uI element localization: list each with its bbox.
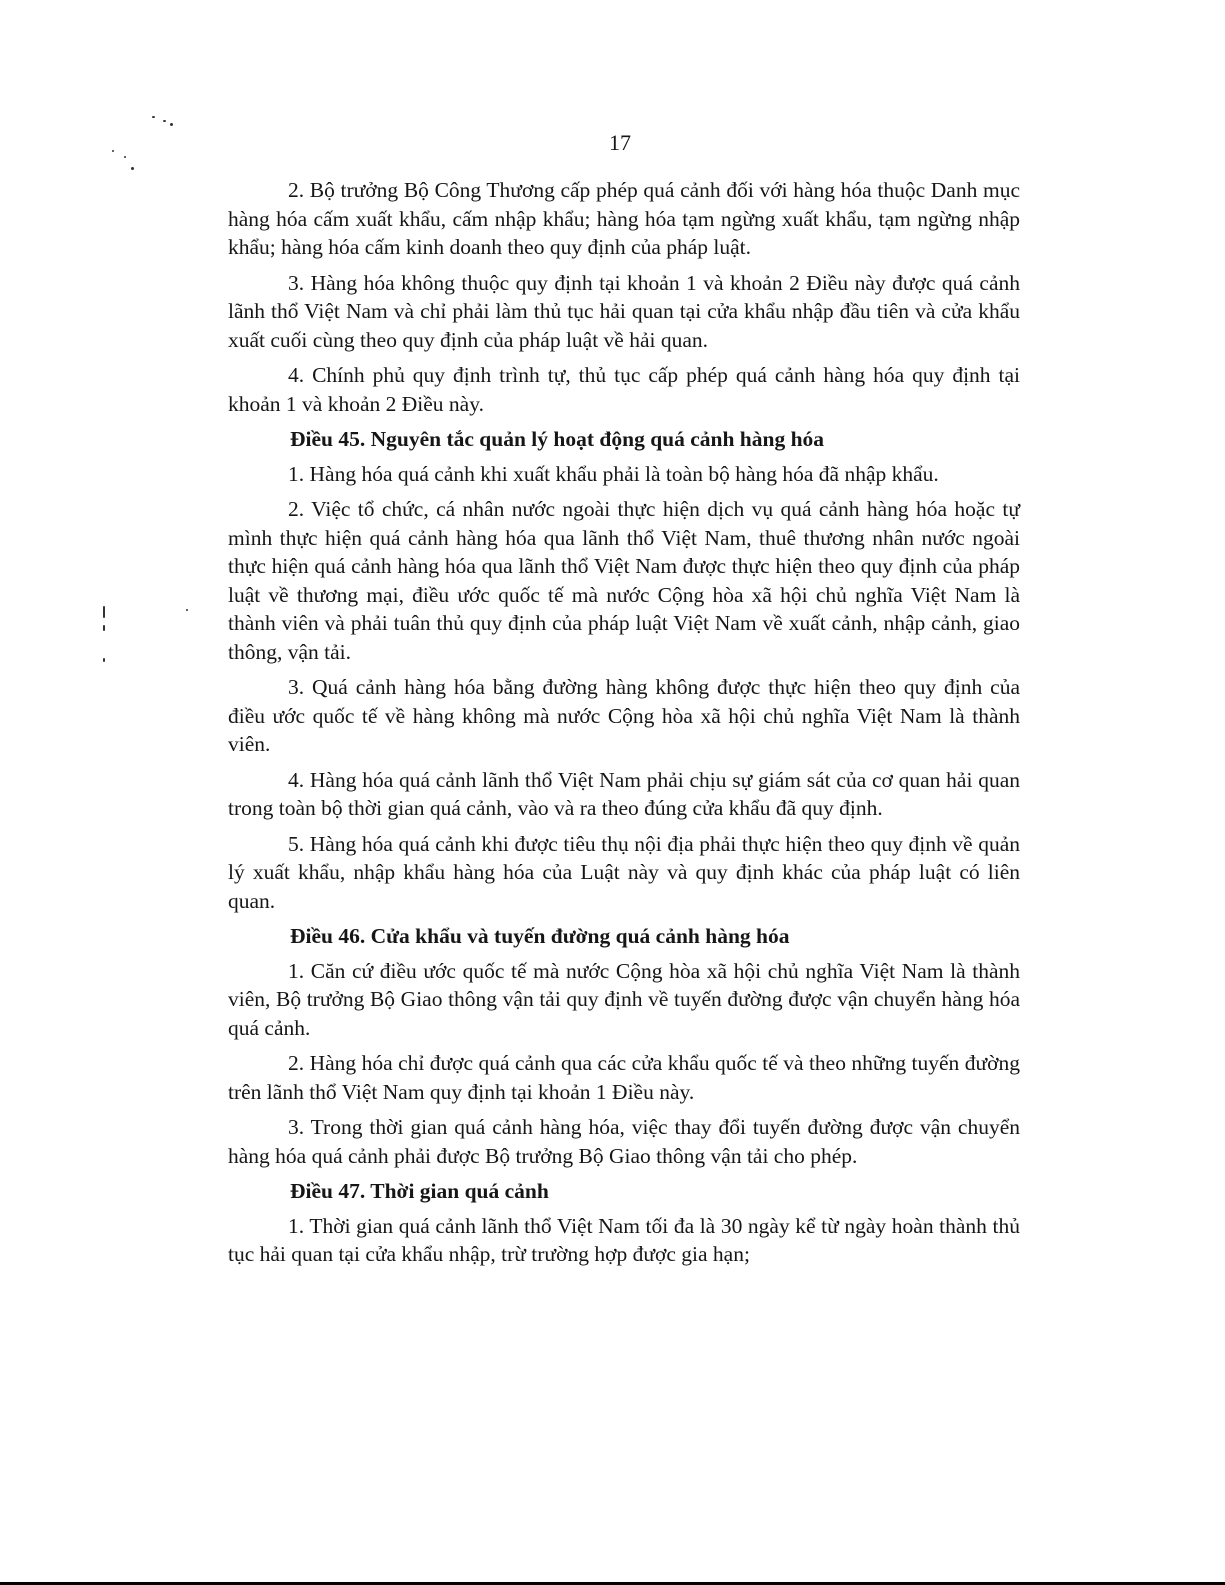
scan-speck	[112, 150, 114, 152]
paragraph: 3. Quá cảnh hàng hóa bằng đường hàng không được thực hiện theo quy định của điều ước quốc tế về hàng không mà nước Cộng hòa xã hội chủ nghĩa Việt Nam là thành viên.	[228, 675, 1020, 756]
paragraph: 5. Hàng hóa quá cảnh khi được tiêu thụ nội địa phải thực hiện theo quy định về quản lý xuất khẩu, nhập khẩu hàng hóa của Luật này và quy định khác của pháp luật có liên quan.	[228, 831, 1020, 913]
scan-speck	[124, 156, 126, 158]
paragraph: 1. Thời gian quá cảnh lãnh thổ Việt Nam tối đa là 30 ngày kể từ ngày hoàn thành thủ tục hải quan tại cửa khẩu nhập, trừ trường hợp được gia hạn;	[228, 1213, 1020, 1266]
paragraph: 2. Việc tổ chức, cá nhân nước ngoài thực hiện dịch vụ quá cảnh hàng hóa hoặc tự mình thực hiện quá cảnh hàng hóa qua lãnh thổ Việt Nam, thuê thương nhân nước ngoài thực hiện quá cảnh hàng hóa qua lãnh thổ Việt Nam được thực hiện theo quy định của pháp luật về thương mại, điều ước quốc tế mà nước Cộng hòa xã hội chủ nghĩa Việt Nam là thành viên và phải tuân thủ quy định của pháp luật Việt Nam về xuất cảnh, nhập cảnh, giao thông, vận tải.	[228, 497, 1020, 664]
scan-speck	[186, 609, 188, 611]
document-body	[228, 176, 1020, 1276]
page-number: 17	[609, 130, 631, 155]
scan-speck	[103, 658, 105, 662]
scan-speck	[103, 606, 105, 618]
scan-speck	[131, 167, 134, 170]
paragraph: 4. Chính phủ quy định trình tự, thủ tục cấp phép quá cảnh hàng hóa quy định tại khoản 1 và khoản 2 Điều này.	[228, 363, 1020, 416]
paragraph: 3. Hàng hóa không thuộc quy định tại khoản 1 và khoản 2 Điều này được quá cảnh lãnh thổ Việt Nam và chỉ phải làm thủ tục hải quan tại cửa khẩu nhập đầu tiên và cửa khẩu xuất cuối cùng theo quy định của pháp luật về hải quan.	[228, 270, 1020, 352]
scan-speck	[170, 123, 173, 126]
scan-speck	[163, 120, 166, 122]
paragraph: 4. Hàng hóa quá cảnh lãnh thổ Việt Nam phải chịu sự giám sát của cơ quan hải quan trong toàn bộ thời gian quá cảnh, vào và ra theo đúng cửa khẩu đã quy định.	[228, 767, 1020, 820]
scan-speck	[103, 625, 105, 631]
paragraph: 2. Bộ trưởng Bộ Công Thương cấp phép quá cảnh đối với hàng hóa thuộc Danh mục hàng hóa cấm xuất khẩu, cấm nhập khẩu; hàng hóa tạm ngừng xuất khẩu, tạm ngừng nhập khẩu; hàng hóa cấm kinh doanh theo quy định của pháp luật.	[228, 178, 1020, 259]
scan-speck	[152, 116, 155, 118]
article-heading: Điều 45. Nguyên tắc quản lý hoạt động quá cảnh hàng hóa	[290, 427, 825, 451]
paragraph: 1. Căn cứ điều ước quốc tế mà nước Cộng hòa xã hội chủ nghĩa Việt Nam là thành viên, Bộ trưởng Bộ Giao thông vận tải quy định về tuyến đường được vận chuyển hàng hóa quá cảnh.	[228, 958, 1020, 1040]
paragraph: 3. Trong thời gian quá cảnh hàng hóa, việc thay đổi tuyến đường được vận chuyển hàng hóa quá cảnh phải được Bộ trưởng Bộ Giao thông vận tải cho phép.	[228, 1115, 1020, 1168]
article-heading: Điều 47. Thời gian quá cảnh	[290, 1179, 549, 1203]
paragraph: 2. Hàng hóa chỉ được quá cảnh qua các cửa khẩu quốc tế và theo những tuyến đường trên lãnh thổ Việt Nam quy định tại khoản 1 Điều này.	[228, 1051, 1020, 1104]
paragraph: 1. Hàng hóa quá cảnh khi xuất khẩu phải là toàn bộ hàng hóa đã nhập khẩu.	[288, 461, 939, 486]
article-heading: Điều 46. Cửa khẩu và tuyến đường quá cảnh hàng hóa	[290, 924, 790, 948]
